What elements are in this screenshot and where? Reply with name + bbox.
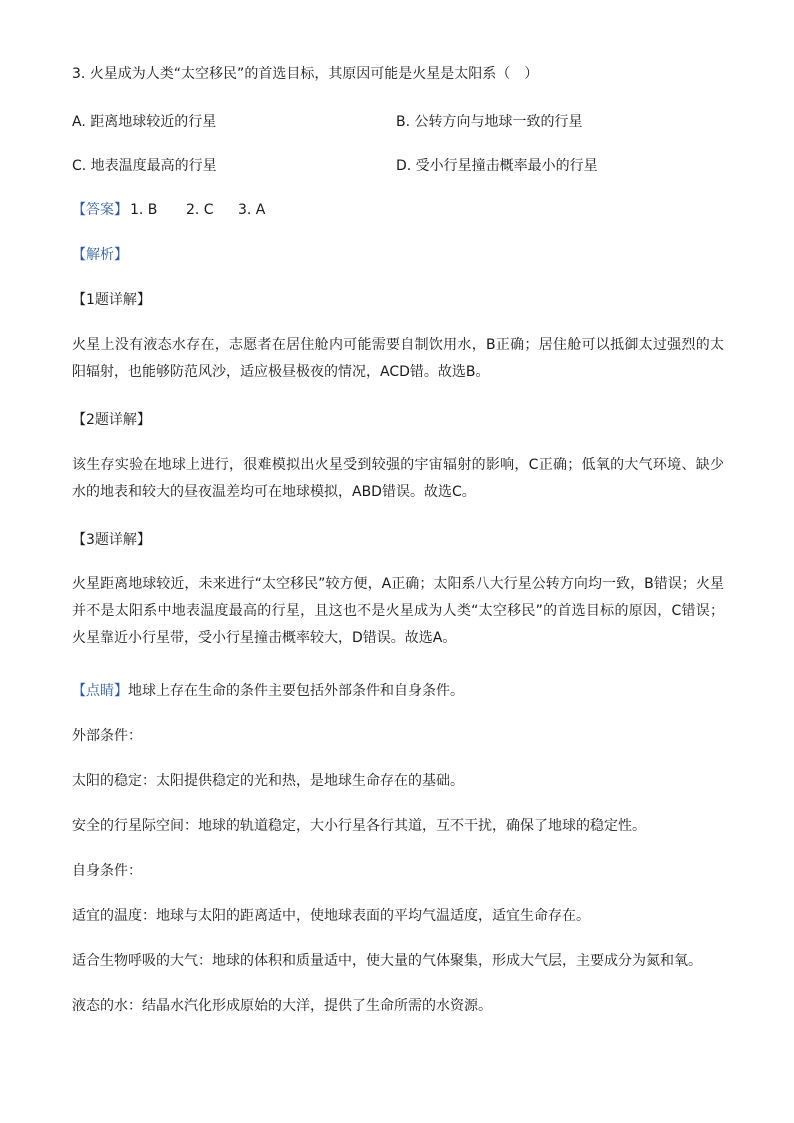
internal-item-1: 适宜的温度：地球与太阳的距离适中，使地球表面的平均气温适度，适宜生命存在。 bbox=[72, 908, 590, 924]
tip-tag: 【点睛】 bbox=[72, 683, 128, 699]
external-heading: 外部条件： bbox=[72, 728, 142, 744]
detail-2-text: 该生存实验在地球上进行，很难模拟出火星受到较强的宇宙辐射的影响，C正确；低氧的大气环境、缺少水的地表和较大的昼夜温差均可在地球模拟，ABD错误。故选C。 bbox=[72, 457, 724, 500]
detail-1-heading: 【1题详解】 bbox=[72, 292, 151, 308]
option-d: D. 受小行星撞击概率最小的行星 bbox=[396, 158, 598, 174]
analysis-tag: 【解析】 bbox=[72, 247, 128, 263]
external-item-2: 安全的行星际空间：地球的轨道稳定，大小行星各行其道，互不干扰，确保了地球的稳定性。 bbox=[72, 818, 646, 834]
option-a: A. 距离地球较近的行星 bbox=[72, 114, 217, 130]
internal-item-3: 液态的水：结晶水汽化形成原始的大洋，提供了生命所需的水资源。 bbox=[72, 998, 492, 1014]
internal-item-2: 适合生物呼吸的大气：地球的体积和质量适中，使大量的气体聚集，形成大气层，主要成分为氮和氧。 bbox=[72, 953, 702, 969]
internal-heading: 自身条件： bbox=[72, 863, 142, 879]
answer-tag: 【答案】 bbox=[72, 202, 128, 218]
answer-item-1: 1. B bbox=[130, 202, 158, 218]
answer-item-2: 2. C bbox=[186, 202, 214, 218]
detail-3-heading: 【3题详解】 bbox=[72, 532, 151, 548]
answer-line bbox=[72, 200, 265, 220]
option-c: C. 地表温度最高的行星 bbox=[72, 158, 217, 174]
tip-line bbox=[72, 681, 464, 701]
tip-text: 地球上存在生命的条件主要包括外部条件和自身条件。 bbox=[128, 683, 464, 699]
detail-3-text: 火星距离地球较近，未来进行“太空移民”较方便，A正确；太阳系八大行星公转方向均一致，B错误；火星并不是太阳系中地表温度最高的行星，且这也不是火星成为人类“太空移民”的首选目标的原因，C错误；火星靠近小行星带，受小行星撞击概率较大，D错误。故选A。 bbox=[72, 576, 724, 646]
external-item-1: 太阳的稳定：太阳提供稳定的光和热，是地球生命存在的基础。 bbox=[72, 773, 464, 789]
detail-2-heading: 【2题详解】 bbox=[72, 412, 151, 428]
question-stem: 3. 火星成为人类“太空移民”的首选目标，其原因可能是火星是太阳系（ ） bbox=[72, 66, 539, 82]
answer-item-3: 3. A bbox=[238, 202, 266, 218]
answer-list bbox=[130, 202, 265, 218]
detail-1-text: 火星上没有液态水存在，志愿者在居住舱内可能需要自制饮用水，B正确；居住舱可以抵御太过强烈的太阳辐射，也能够防范风沙，适应极昼极夜的情况，ACD错。故选B。 bbox=[72, 337, 724, 380]
option-b: B. 公转方向与地球一致的行星 bbox=[396, 114, 583, 130]
